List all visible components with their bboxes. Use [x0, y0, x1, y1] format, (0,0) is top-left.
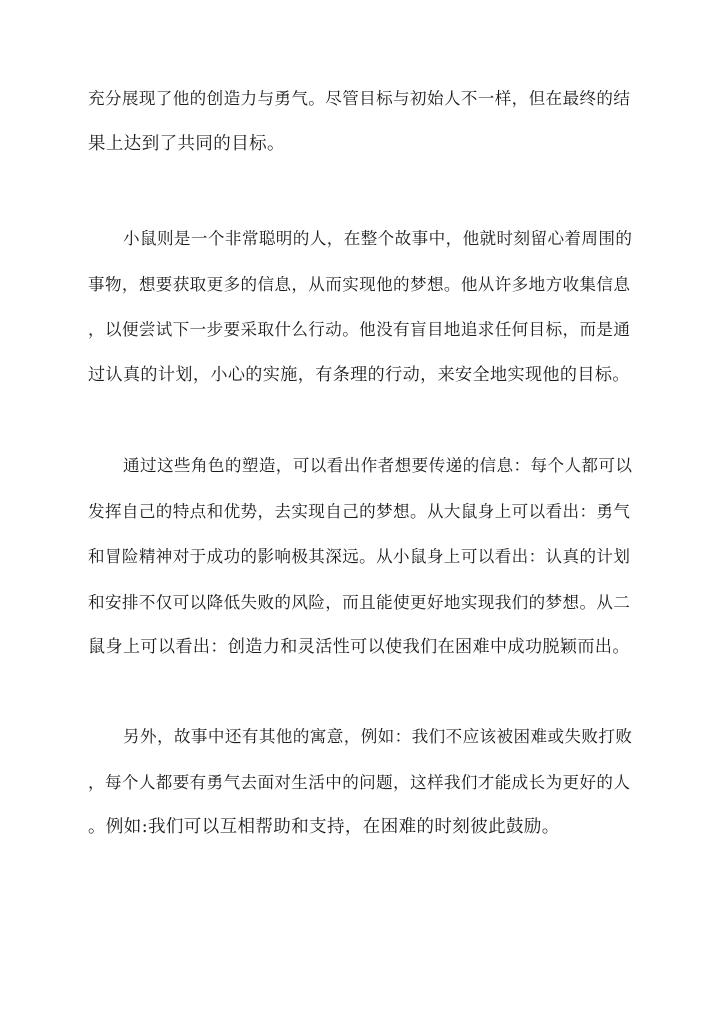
text-line: 另外，故事中还有其他的寓意，例如：我们不应该被困难或失败打败 — [123, 727, 633, 746]
text-line: 事物，想要获取更多的信息，从而实现他的梦想。他从许多地方收集信息 — [88, 274, 631, 294]
text-line: 和安排不仅可以降低失败的风险，而且能使更好地实现我们的梦想。从二 — [88, 592, 631, 612]
text-line: 过认真的计划，小心的实施，有条理的行动，来安全地实现他的目标。 — [88, 364, 630, 385]
text-line: ，以便尝试下一步要采取什么行动。他没有盲目地追求任何目标，而是通 — [88, 320, 631, 339]
text-line: 和冒险精神对于成功的影响极其深远。从小鼠身上可以看出：认真的计划 — [88, 547, 631, 566]
text-line: 小鼠则是一个非常聪明的人，在整个故事中，他就时刻留心着周围的 — [123, 229, 633, 248]
paragraph-1 — [88, 76, 633, 167]
paragraph-3 — [88, 443, 633, 671]
paragraph-2 — [88, 216, 633, 398]
text-line: 发挥自己的特点和优势，去实现自己的梦想。从大鼠身上可以看出：勇气 — [88, 501, 631, 521]
text-line: 果上达到了共同的目标。 — [88, 133, 285, 154]
text-line: 充分展现了他的创造力与勇气。尽管目标与初始人不一样，但在最终的结 — [88, 89, 631, 108]
paragraph-4 — [88, 714, 633, 851]
text-line: ，每个人都要有勇气去面对生活中的问题，这样我们才能成长为更好的人 — [88, 772, 631, 792]
text-line: 。例如:我们可以互相帮助和支持，在困难的时刻彼此鼓励。 — [88, 817, 560, 837]
text-line: 鼠身上可以看出：创造力和灵活性可以使我们在困难中成功脱颖而出。 — [88, 637, 630, 657]
text-line: 通过这些角色的塑造，可以看出作者想要传递的信息：每个人都可以 — [123, 456, 633, 475]
